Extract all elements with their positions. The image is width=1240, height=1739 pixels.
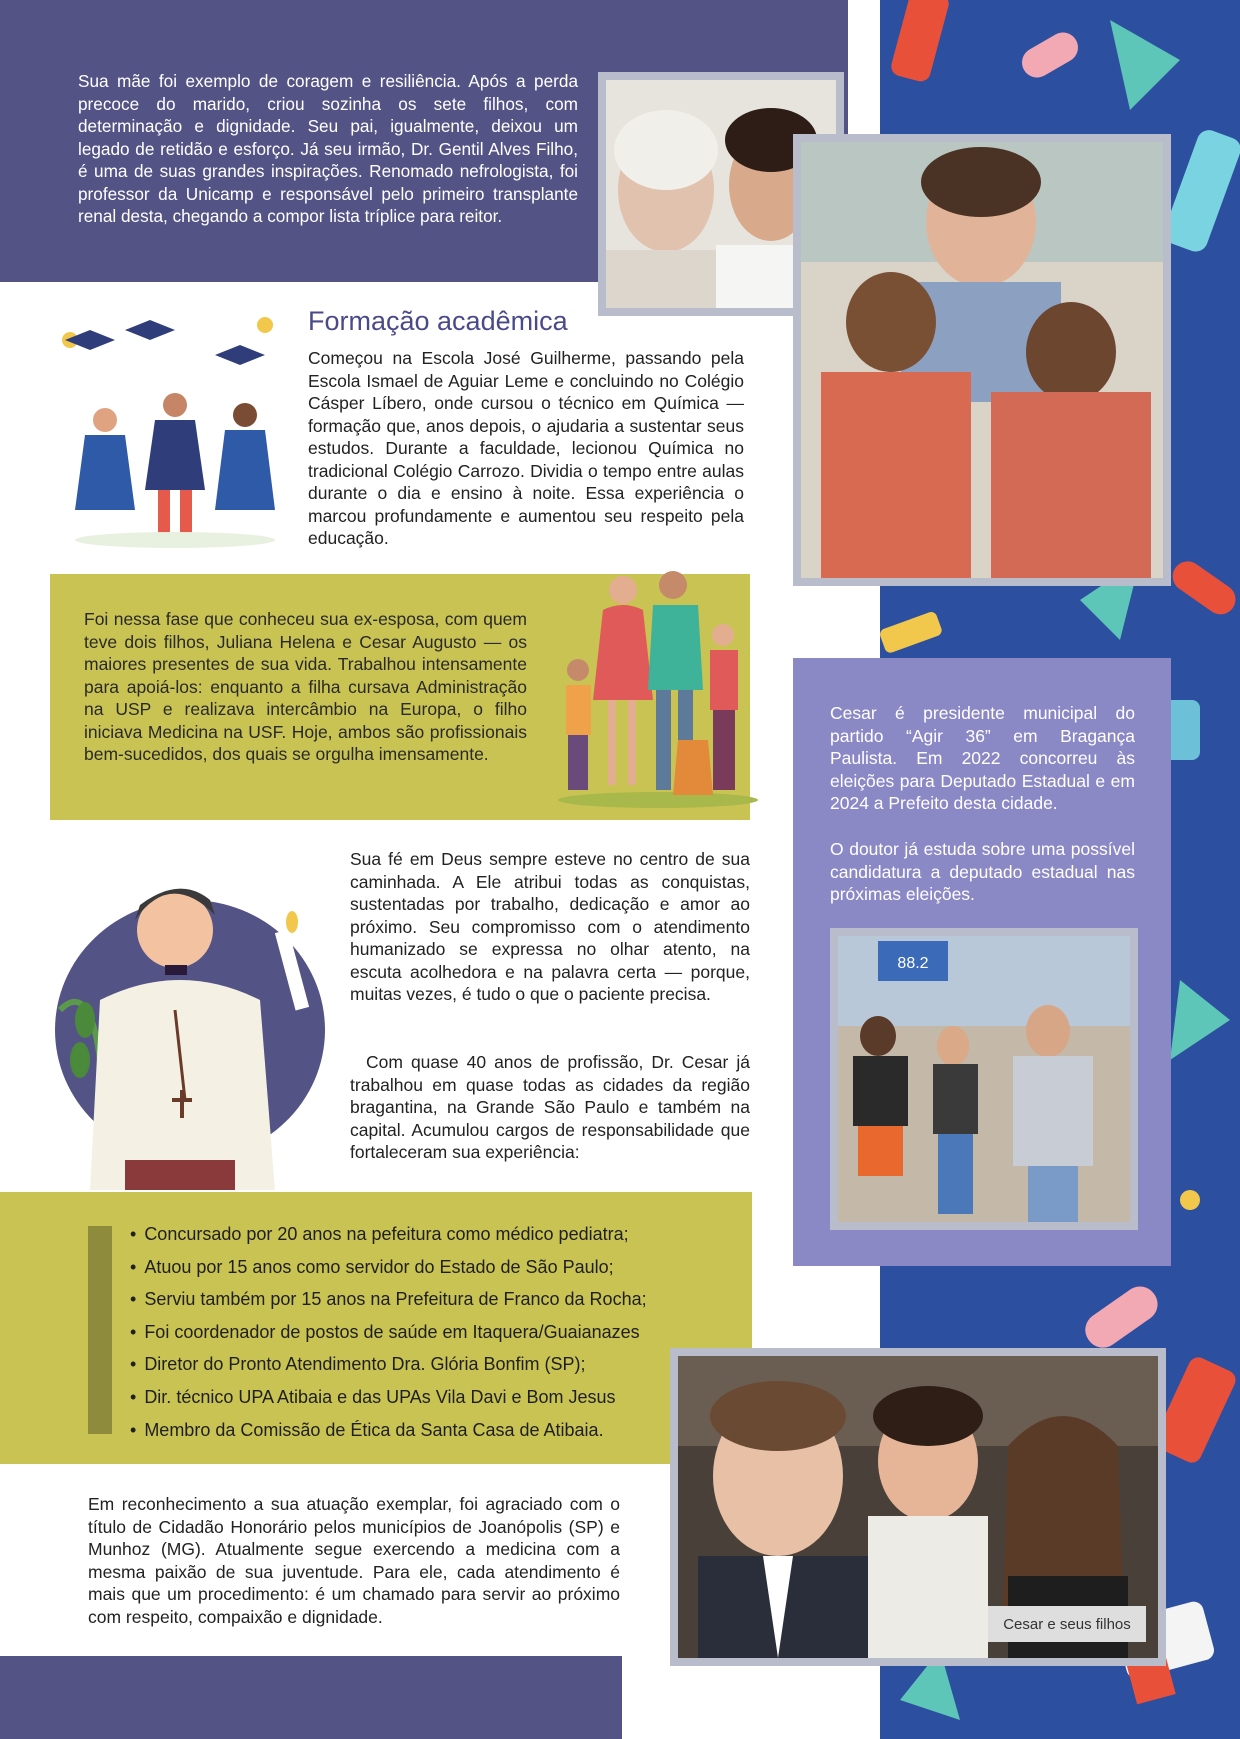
career-paragraph: Com quase 40 anos de profissão, Dr. Cesar já trabalhou em quase todas as cidades da região bragantina, na Grande São Paulo e também na capital. Acumulou cargos de responsabilidade que fortaleceram sua experiência:	[350, 1052, 750, 1162]
academic-paragraph: Começou na Escola José Guilherme, passando pela Escola Ismael de Aguiar Leme e concluindo no Colégio Cásper Líbero, onde cursou o técnico em Química — formação que, anos depois, o ajudaria a sustentar seus estudos. Durante a faculdade, lecionou Química no tradicional Colégio Carrozo. Dividia o tempo entre aulas durante o dia e ensino à noite. Essa experiência o marcou profundamente e aumentou seu respeito pela educação.	[308, 348, 744, 548]
list-item: • Atuou por 15 anos como servidor do Estado de São Paulo;	[130, 1251, 730, 1284]
family-illustration	[548, 560, 768, 810]
recognition-paragraph: Em reconhecimento a sua atuação exemplar, foi agraciado com o título de Cidadão Honorário pelos municípios de Joanópolis (SP) e Munhoz (MG). Atualmente segue exercendo a medicina com a mesma paixão de sua juventude. Para ele, cada atendimento é mais que um procedimento: é um chamado para servir ao próximo com respeito, compaixão e dignidade.	[88, 1494, 620, 1627]
graduation-illustration	[40, 290, 300, 550]
photo-with-children	[793, 134, 1171, 586]
footer-bar	[0, 1656, 622, 1739]
list-item: • Concursado por 20 anos na pefeitura como médico pediatra;	[130, 1218, 730, 1251]
section-title-academic: Formação acadêmica	[308, 306, 568, 336]
intro-paragraph: Sua mãe foi exemplo de coragem e resiliência. Após a perda precoce do marido, criou sozinha os sete filhos, com determinação e dignidade. Seu pai, igualmente, deixou um legado de retidão e esforço. Já seu irmão, Dr. Gentil Alves Filho, é uma de suas grandes inspirações. Renomado nefrologista, foi professor da Unicamp e responsável pelo primeiro transplante renal desta, chegando a compor lista tríplice para reitor.	[78, 71, 578, 226]
faith-paragraph: Sua fé em Deus sempre esteve no centro de sua caminhada. A Ele atribui todas as conquistas, sustentadas por trabalho, dedicação e amor ao próximo. Seu compromisso com o atendimento humanizado se expressa no olhar atento, na escuta acolhedora e na palavra certa — porque, muitas vezes, é tudo o que o paciente precisa.	[350, 849, 750, 1004]
list-item: • Dir. técnico UPA Atibaia e das UPAs Vila Davi e Bom Jesus	[130, 1381, 730, 1414]
list-item: • Diretor do Pronto Atendimento Dra. Glória Bonfim (SP);	[130, 1348, 730, 1381]
politics-paragraph-2: O doutor já estuda sobre uma possível candidatura a deputado estadual nas próximas eleições.	[830, 839, 1135, 904]
photo-caption	[988, 1606, 1146, 1642]
photo-campaign-street	[830, 928, 1138, 1230]
doctor-illustration	[30, 860, 340, 1190]
positions-accent-bar	[88, 1226, 112, 1434]
campaign-banner-number: 88.2	[897, 955, 929, 972]
list-item: • Serviu também por 15 anos na Prefeitura de Franco da Rocha;	[130, 1283, 730, 1316]
list-item: • Foi coordenador de postos de saúde em Itaquera/Guaianazes	[130, 1316, 730, 1349]
list-item: • Membro da Comissão de Ética da Santa Casa de Atibaia.	[130, 1414, 730, 1447]
politics-paragraph-1: Cesar é presidente municipal do partido “Agir 36” em Bragança Paulista. Em 2022 concorreu às eleições para Deputado Estadual e em 2024 a Prefeito desta cidade.	[830, 703, 1135, 813]
family-paragraph: Foi nessa fase que conheceu sua ex-esposa, com quem teve dois filhos, Juliana Helena e Cesar Augusto — os maiores presentes de sua vida. Trabalhou intensamente para apoiá-los: enquanto a filha cursava Administração na USP e realizava intercâmbio na Europa, o filho iniciava Medicina na USF. Hoje, ambos são profissionais bem-sucedidos, dos quais se orgulha imensamente.	[84, 609, 527, 764]
positions-list	[130, 1218, 730, 1446]
photo-caption-text: Cesar e seus filhos	[1003, 1615, 1131, 1633]
